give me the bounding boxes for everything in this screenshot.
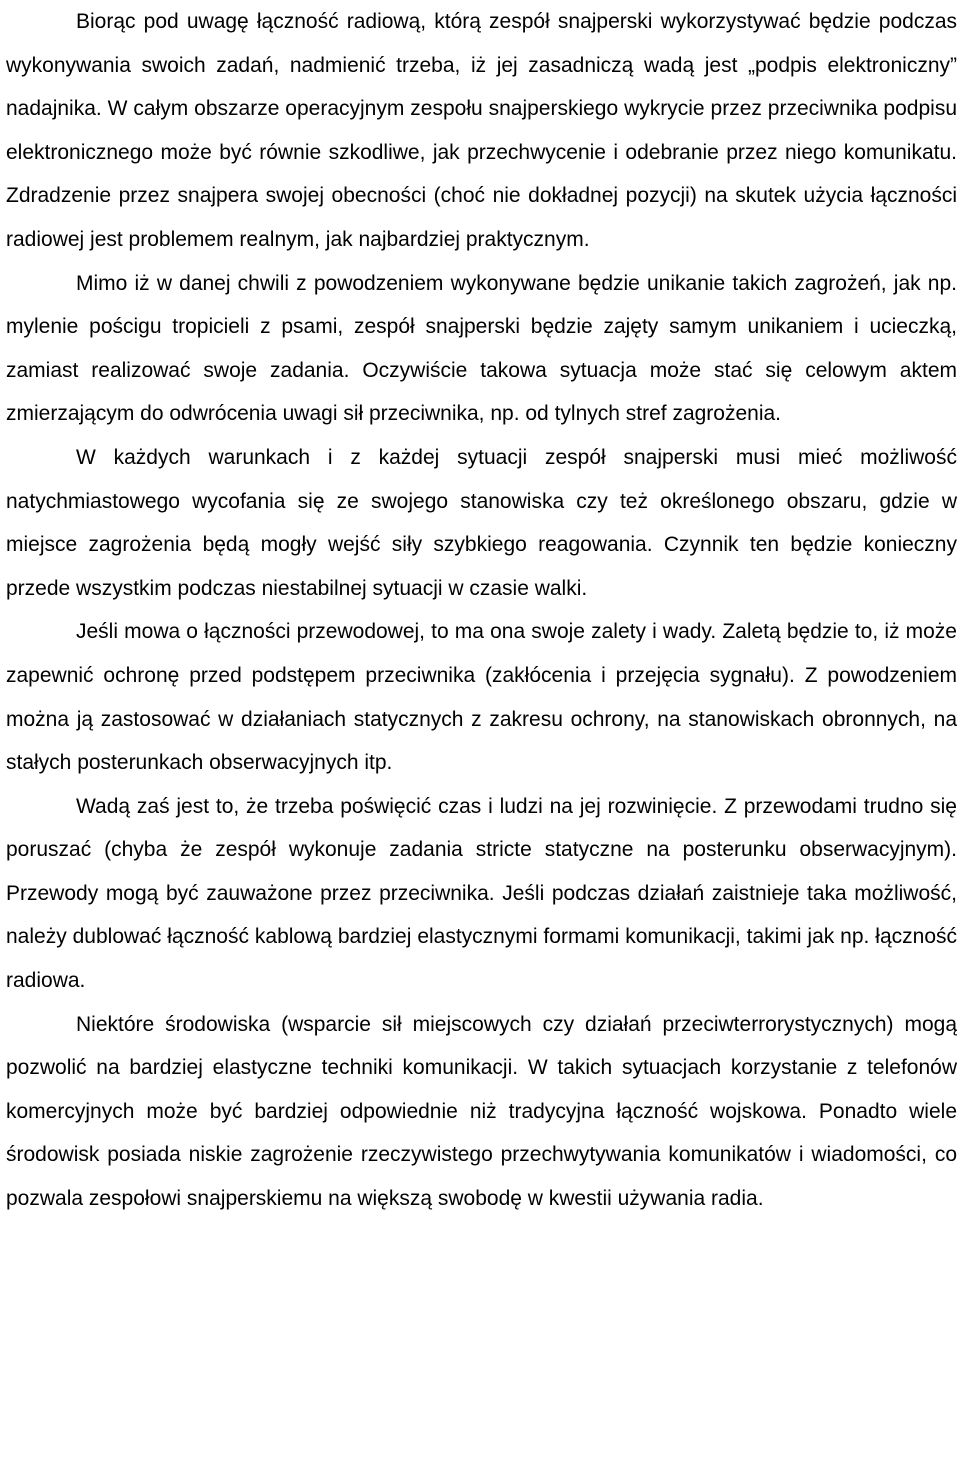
paragraph-withdrawal: W każdych warunkach i z każdej sytuacji zespół snajperski musi mieć możliwość natychmiastowego wycofania się ze swojego stanowiska czy też określonego obszaru, gdzie w miejsce zagrożenia będą mogły wejść siły szybkiego reagowania. Czynnik ten będzie konieczny przede wszystkim podczas niestabilnej sytuacji w czasie walki. [6, 445, 957, 600]
paragraph-threat-avoidance: Mimo iż w danej chwili z powodzeniem wykonywane będzie unikanie takich zagrożeń, jak np. mylenie pościgu tropicieli z psami, zespół snajperski będzie zajęty samym unikaniem i ucieczką, zamiast realizować swoje zadania. Oczywiście takowa sytuacja może stać się celowym aktem zmierzającym do odwrócenia uwagi sił przeciwnika, np. od tylnych stref zagrożenia. [6, 271, 957, 426]
document-page [6, 0, 957, 1221]
paragraph-wired-advantages: Jeśli mowa o łączności przewodowej, to ma ona swoje zalety i wady. Zaletą będzie to, iż może zapewnić ochronę przed podstępem przeciwnika (zakłócenia i przejęcia sygnału). Z powodzeniem można ją zastosować w działaniach statycznych z zakresu ochrony, na stanowiskach obronnych, na stałych posterunkach obserwacyjnych itp. [6, 620, 957, 775]
paragraph-radio-signature: Biorąc pod uwagę łączność radiową, którą zespół snajperski wykorzystywać będzie podczas wykonywania swoich zadań, nadmienić trzeba, iż jej zasadniczą wadą jest „podpis elektroniczny” nadajnika. W całym obszarze operacyjnym zespołu snajperskiego wykrycie przez przeciwnika podpisu elektronicznego może być równie szkodliwe, jak przechwycenie i odebranie przez niego komunikatu. Zdradzenie przez snajpera swojej obecności (choć nie dokładnej pozycji) na skutek użycia łączności radiowej jest problemem realnym, jak najbardziej praktycznym. [6, 10, 957, 251]
paragraph-wired-disadvantages: Wadą zaś jest to, że trzeba poświęcić czas i ludzi na jej rozwinięcie. Z przewodami trudno się poruszać (chyba że zespół wykonuje zadania stricte statyczne na posterunku obserwacyjnym). Przewody mogą być zauważone przez przeciwnika. Jeśli podczas działań zaistnieje taka możliwość, należy dublować łączność kablową bardziej elastycznymi formami komunikacji, takimi jak np. łączność radiowa. [6, 794, 957, 993]
paragraph-flexible-communication: Niektóre środowiska (wsparcie sił miejscowych czy działań przeciwterrorystycznych) mogą pozwolić na bardziej elastyczne techniki komunikacji. W takich sytuacjach korzystanie z telefonów komercyjnych może być bardziej odpowiednie niż tradycyjna łączność wojskowa. Ponadto wiele środowisk posiada niskie zagrożenie rzeczywistego przechwytywania komunikatów i wiadomości, co pozwala zespołowi snajperskiemu na większą swobodę w kwestii używania radia. [6, 1012, 957, 1211]
